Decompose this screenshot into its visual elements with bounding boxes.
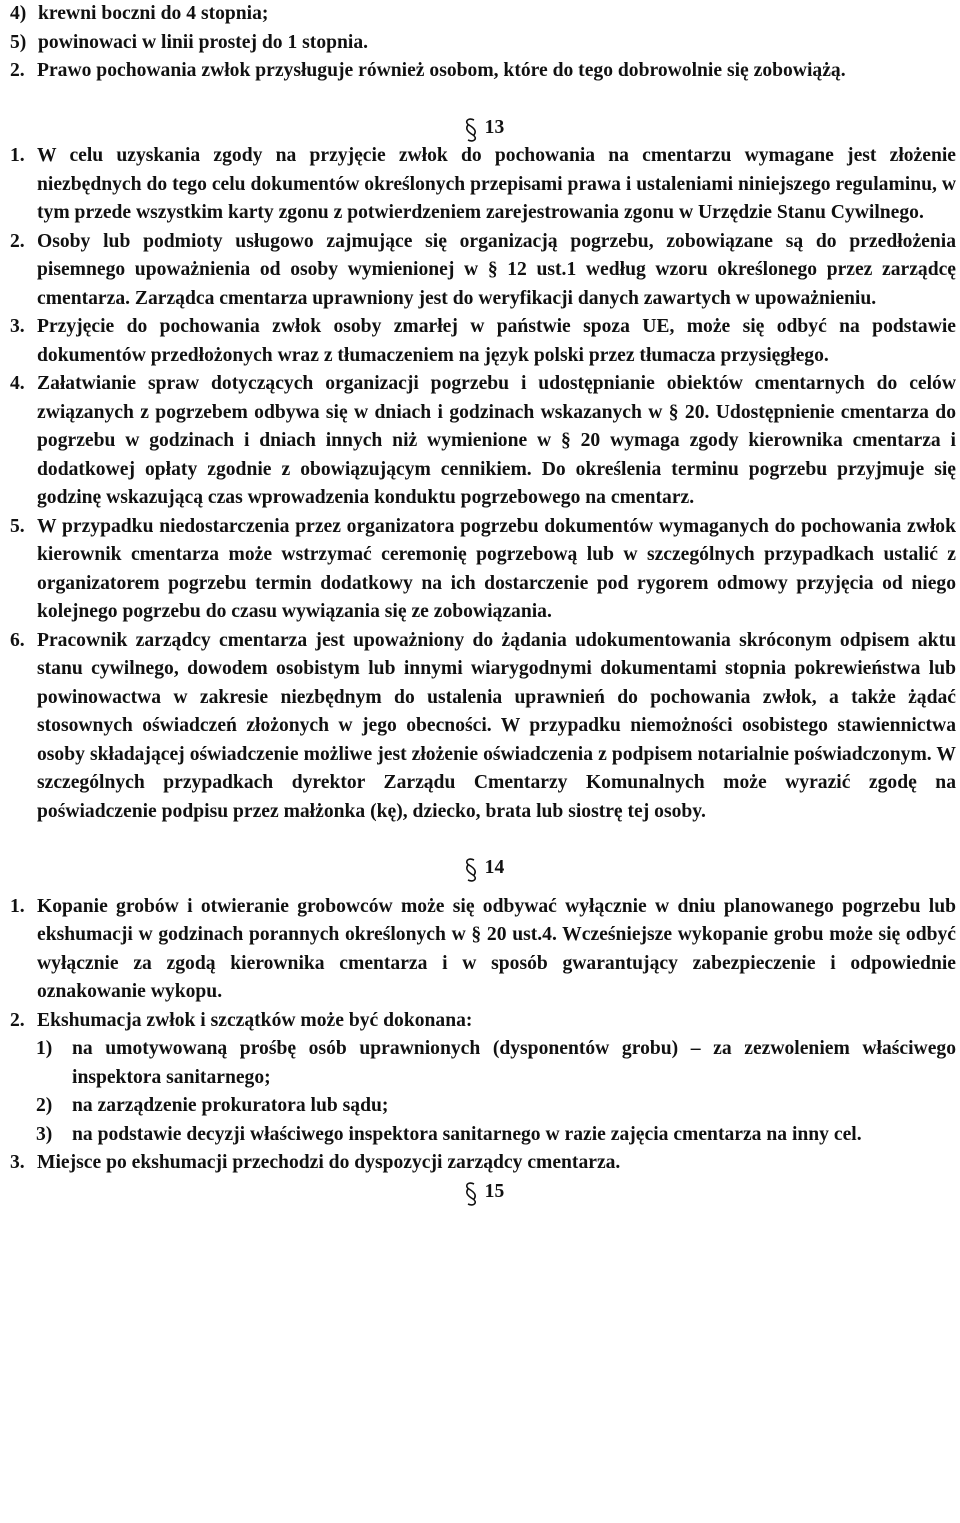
section-item-number: 3. — [10, 316, 25, 337]
section-item-number: 4. — [10, 373, 25, 394]
sub-list-item — [10, 1092, 956, 1121]
section-item — [10, 313, 956, 370]
section-item — [10, 513, 956, 627]
sub-list-item — [10, 1035, 956, 1092]
section-sign-icon — [462, 114, 480, 142]
sub-list-item-text: na zarządzenie prokuratora lub sądu; — [72, 1095, 389, 1116]
section-item-text: Pracownik zarządcy cmentarza jest upoważniony do żądania udokumentowania skróconym odpisem aktu stanu cywilnego, dowodem osobistym lub innymi wiarygodnymi dokumentami stopnia pokrewieństwa lub powinowactwa w zakresie niezbędnym do ustalenia uprawnień do pochowania zwłok, a także żądać stosownych oświadczeń złożonych w jego obecności. W przypadku niemożności osobistego stawiennictwa osoby składającej oświadczenie możliwe jest złożenie oświadczenia z podpisem notarialnie poświadczonym. W szczególnych przypadkach dyrektor Zarządu Cmentarzy Komunalnych może wyrazić zgodę na poświadczenie podpisu przez małżonka (kę), dziecko, brata lub siostrę tej osoby. — [37, 629, 956, 822]
section-item-text: Załatwianie spraw dotyczących organizacji pogrzebu i udostępnianie obiektów cmentarnych do celów związanych z pogrzebem odbywa się w dniach i godzinach wskazanych w § 20. Udostępnienie cmentarza do pogrzebu w godzinach i dniach innych niż wymienione w § 20 wymaga zgody kierownika cmentarza i dodatkowej opłaty zgodnie z obowiązującym cennikiem. Do określenia terminu pogrzebu przyjmuje się godzinę wskazującą czas wprowadzenia konduktu pogrzebowego na cmentarz. — [37, 373, 956, 508]
list-item-number: 5) — [10, 31, 27, 53]
paragraph-text: Prawo pochowania zwłok przysługuje również osobom, które do tego dobrowolnie się zobowiążą. — [37, 60, 846, 81]
section-item — [10, 370, 956, 513]
section-item-text: Miejsce po ekshumacji przechodzi do dyspozycji zarządcy cmentarza. — [37, 1152, 621, 1173]
spacer — [10, 883, 956, 893]
section-number: 15 — [484, 1180, 505, 1202]
sub-list-item-number: 3) — [36, 1123, 53, 1145]
section-heading-15 — [10, 1178, 956, 1207]
sub-list-item-text: na umotywowaną prośbę osób uprawnionych (dysponentów grobu) – za zezwoleniem właściwego inspektora sanitarnego; — [72, 1038, 956, 1088]
section-item-text: Kopanie grobów i otwieranie grobowców może się odbywać wyłącznie w dniu planowanego pogrzebu lub ekshumacji w godzinach porannych określonych w § 20 ust.4. Wcześniejsze wykopanie grobu może się odbyć wyłącznie za zgodą kierownika cmentarza i w sposób gwarantujący zabezpieczenie i odpowiednie oznakowanie wykopu. — [37, 895, 956, 1002]
section-item-text: W przypadku niedostarczenia przez organizatora pogrzebu dokumentów wymaganych do pochowania zwłok kierownik cmentarza może wstrzymać ceremonię pogrzebową lub w szczególnych przypadkach ustalić z organizatorem pogrzebu termin dodatkowy na ich dostarczenie pod rygorem odmowy przyjęcia od niego kolejnego pogrzebu do czasu wywiązania się ze zobowiązania. — [37, 515, 956, 622]
list-item — [10, 0, 956, 29]
sub-list-item-number: 1) — [36, 1038, 53, 1059]
section-item-number: 2. — [10, 1009, 25, 1031]
section-item-text: Przyjęcie do pochowania zwłok osoby zmarłej w państwie spoza UE, może się odbyć na podstawie dokumentów przedłożonych wraz z tłumaczeniem na język polski przez tłumacza przysięgłego. — [37, 316, 956, 366]
section-sign-icon — [462, 854, 480, 882]
section-item — [10, 627, 956, 827]
paragraph-number: 2. — [10, 60, 25, 81]
section-item — [10, 228, 956, 314]
section-item — [10, 142, 956, 228]
sub-list-item-text: na podstawie decyzji właściwego inspektora sanitarnego w razie zajęcia cmentarza na inny cel. — [72, 1123, 862, 1145]
section-item-text: Ekshumacja zwłok i szczątków może być dokonana: — [37, 1009, 473, 1031]
section-sign-icon — [462, 1178, 480, 1206]
section-item — [10, 893, 956, 1007]
section-item-number: 3. — [10, 1152, 25, 1173]
section-item-number: 5. — [10, 515, 25, 537]
sub-list-item — [10, 1121, 956, 1150]
list-item-text: krewni boczni do 4 stopnia; — [38, 3, 269, 24]
section-heading-14 — [10, 854, 956, 883]
section-item-number: 1. — [10, 145, 25, 166]
section-item-number: 6. — [10, 629, 25, 651]
section-number: 13 — [484, 116, 505, 138]
list-item — [10, 29, 956, 58]
spacer — [10, 86, 956, 114]
paragraph-item — [10, 57, 956, 86]
spacer — [10, 826, 956, 854]
document-page — [10, 0, 956, 1206]
section-number: 14 — [484, 857, 505, 878]
list-item-text: powinowaci w linii prostej do 1 stopnia. — [38, 31, 369, 53]
section-item — [10, 1007, 956, 1036]
section-item — [10, 1149, 956, 1178]
list-item-number: 4) — [10, 3, 27, 24]
sub-list-item-number: 2) — [36, 1095, 53, 1116]
section-item-text: Osoby lub podmioty usługowo zajmujące się organizacją pogrzebu, zobowiązane są do przedłożenia pisemnego upoważnienia od osoby wymienionej w § 12 ust.1 według wzoru określonego przez zarządcę cmentarza. Zarządca cmentarza uprawniony jest do weryfikacji danych zawartych w upoważnieniu. — [37, 230, 956, 309]
section-item-number: 2. — [10, 230, 25, 252]
section-item-text: W celu uzyskania zgody na przyjęcie zwłok do pochowania na cmentarzu wymagane jest złożenie niezbędnych do tego celu dokumentów określonych przepisami prawa i ustaleniami niniejszego regulaminu, w tym przede wszystkim karty zgonu z potwierdzeniem zarejestrowania zgonu w Urzędzie Stanu Cywilnego. — [37, 145, 956, 223]
section-item-number: 1. — [10, 895, 25, 917]
section-heading-13 — [10, 114, 956, 143]
